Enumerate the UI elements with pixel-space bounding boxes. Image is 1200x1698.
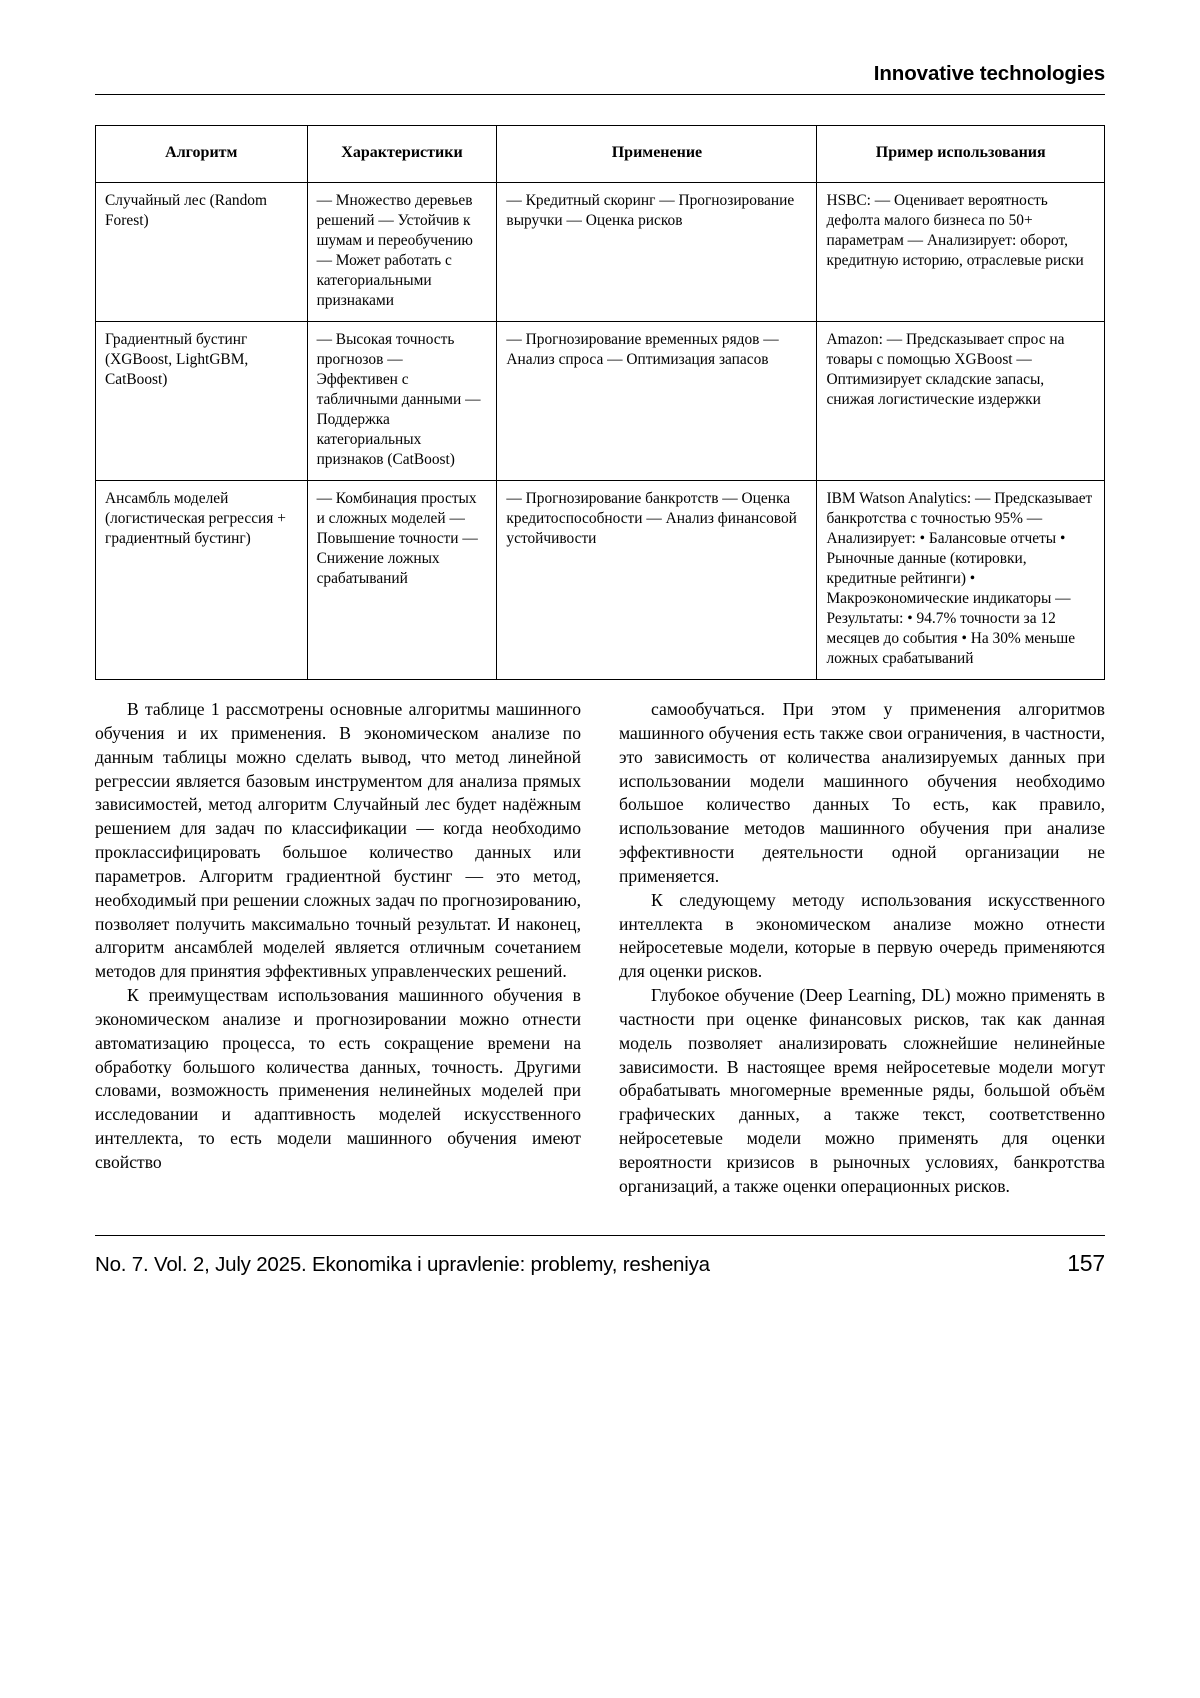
cell-characteristics: [307, 481, 497, 680]
paragraph: Глубокое обучение (Deep Learning, DL) можно применять в частности при оценке финансовых рисков, так как данная модель позволяет анализировать сложнейшие нелинейные зависимости. В настоящее время нейросетевые модели могут обрабатывать многомерные временные ряды, большой объём графических данных, а также текст, соответственно нейросетевые модели можно применять для оценки вероятности кризисов в рыночных условиях, банкротства организаций, а также оценки операционных рисков.: [619, 985, 1105, 1196]
table-row: [96, 481, 1105, 680]
cell-algorithm: [96, 182, 308, 321]
paragraph: В таблице 1 рассмотрены основные алгоритмы машинного обучения и их применения. В экономическом анализе по данным таблицы можно сделать вывод, что метод линейной регрессии является базовым инструментом для анализа прямых зависимостей, метод алгоритм Случайный лес будет надёжным решением для задач по классификации — когда необходимо проклассифицировать большое количество данных или параметров. Алгоритм градиентной бустинг — это метод, необходимый при решении сложных задач по прогнозированию, позволяет получить максимально точный результат. И наконец, алгоритм ансамблей моделей является отличным сочетанием методов для принятия эффективных управленческих решений.: [95, 699, 581, 982]
header-rule: [95, 94, 1105, 95]
body-column-left: [95, 698, 581, 1198]
paragraph: К преимуществам использования машинного обучения в экономическом анализе и прогнозировании можно отнести автоматизацию процесса, то есть сокращение времени на обработку большого количества данных, точность. Другими словами, возможность применения нелинейных моделей при исследовании и адаптивность моделей искусственного интеллекта, то есть модели машинного обучения имеют свойство: [95, 985, 581, 1172]
cell-example: [817, 481, 1105, 680]
footer-citation: No. 7. Vol. 2, July 2025. Ekonomika i upravlenie: problemy, resheniya: [95, 1252, 710, 1276]
cell-application: [497, 321, 817, 480]
cell-example: [817, 321, 1105, 480]
table-row: [96, 321, 1105, 480]
cell-text: Градиентный бустинг (XGBoost, LightGBM, CatBoost): [105, 330, 249, 388]
cell-text: — Прогнозирование временных рядов — Анализ спроса — Оптимизация запасов: [506, 330, 779, 368]
column-header-algorithm: Алгоритм: [96, 126, 308, 183]
cell-text: — Множество деревьев решений — Устойчив к шумам и переобучению — Может работать с категориальными признаками: [316, 191, 473, 309]
cell-algorithm: [96, 321, 308, 480]
column-header-example: Пример использования: [817, 126, 1105, 183]
cell-characteristics: [307, 321, 497, 480]
cell-text: — Кредитный скоринг — Прогнозирование выручки — Оценка рисков: [506, 191, 795, 229]
cell-application: [497, 481, 817, 680]
table-row: [96, 182, 1105, 321]
cell-text: Случайный лес (Random Forest): [105, 191, 267, 229]
cell-text: Amazon: — Предсказывает спрос на товары с помощью XGBoost — Оптимизирует складские запасы, снижая логистические издержки: [826, 330, 1065, 408]
cell-text: IBM Watson Analytics: — Предсказывает банкротства с точностью 95% — Анализирует: • Балансовые отчеты • Рыночные данные (котировки, кредитные рейтинги) • Макроэкономические индикаторы — Результаты: • 94.7% точности за 12 месяцев до события • На 30% меньше ложных срабатываний: [826, 490, 1093, 668]
body-column-right: [619, 698, 1105, 1198]
body-columns: [95, 698, 1105, 1198]
cell-algorithm: [96, 481, 308, 680]
cell-text: HSBC: — Оценивает вероятность дефолта малого бизнеса по 50+ параметрам — Анализирует: оборот, кредитную историю, отраслевые риски: [826, 191, 1084, 269]
cell-example: [817, 182, 1105, 321]
algorithms-table: [95, 125, 1105, 680]
running-head: Innovative technologies: [873, 62, 1105, 85]
footer-rule: [95, 1235, 1105, 1236]
page-number: 157: [1067, 1249, 1105, 1276]
cell-text: — Прогнозирование банкротств — Оценка кредитоспособности — Анализ финансовой устойчивости: [506, 490, 797, 548]
table-header-row: [96, 126, 1105, 183]
cell-characteristics: [307, 182, 497, 321]
cell-text: Ансамбль моделей (логистическая регрессия + градиентный бустинг): [105, 490, 286, 548]
cell-text: — Высокая точность прогнозов — Эффективен с табличными данными — Поддержка категориальных признаков (CatBoost): [316, 330, 481, 468]
column-header-application: Применение: [497, 126, 817, 183]
column-header-characteristics: Характеристики: [307, 126, 497, 183]
cell-application: [497, 182, 817, 321]
page-footer: [95, 1250, 1105, 1277]
paragraph: самообучаться. При этом у применения алгоритмов машинного обучения есть также свои ограничения, в частности, это зависимость от количества анализируемых данных при использовании модели машинного обучения необходимо большое количество данных То есть, как правило, использование методов машинного обучения при анализе эффективности деятельности одной организации не применяется.: [619, 699, 1105, 886]
cell-text: — Комбинация простых и сложных моделей — Повышение точности — Снижение ложных срабатываний: [316, 490, 478, 588]
paragraph: К следующему методу использования искусственного интеллекта в экономическом анализе можно отнести нейросетевые модели, которые в первую очередь применяются для оценки рисков.: [619, 889, 1105, 982]
